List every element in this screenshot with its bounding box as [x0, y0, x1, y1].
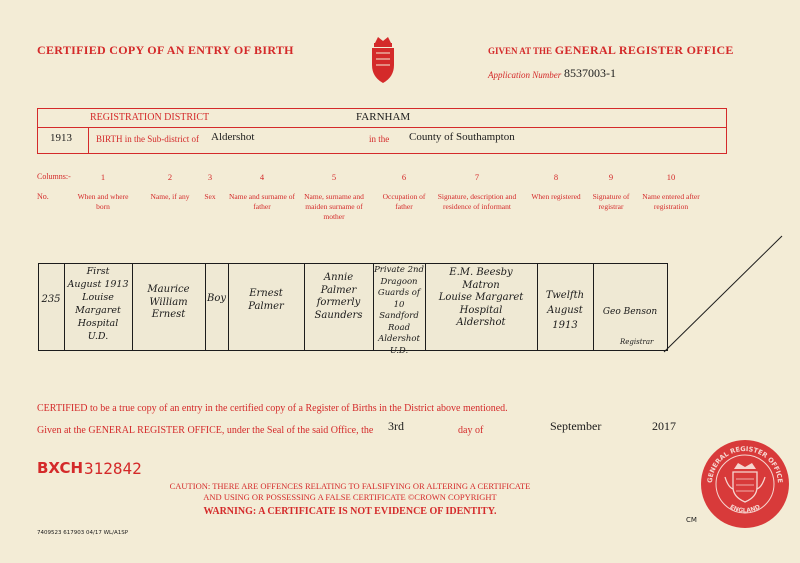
entry-registrar: Geo Benson — [602, 307, 658, 317]
certification-statement: CERTIFIED to be a true copy of an entry in the certified copy of a Register of Births in the District above mentioned. — [37, 403, 508, 414]
column-number: 7 — [474, 172, 480, 182]
in-the-label: in the — [369, 134, 390, 144]
warning-text: WARNING: A CERTIFICATE IS NOT EVIDENCE OF IDENTITY. — [203, 506, 497, 517]
print-code: 7409523 617903 04/17 WL/A1SP — [37, 530, 129, 536]
seal-bottom-text: ENGLAND — [728, 503, 762, 515]
entry-sex: Boy — [206, 293, 227, 304]
registration-district-label: REGISTRATION DISTRICT — [90, 112, 210, 123]
columns-label: Columns:- — [37, 172, 71, 181]
entry-mother: Annie Palmer formerly Saunders — [314, 272, 363, 321]
column-number: 8 — [553, 172, 559, 182]
entry-number: 235 — [41, 294, 61, 305]
entry-occupation: Private 2nd Dragoon Guards of 10 Sandford Road Aldershot U.D. — [374, 265, 424, 356]
column-number: 10 — [666, 172, 676, 182]
column-heading: Signature, description and residence of informant — [437, 192, 517, 211]
column-heading: Name and surname of father — [228, 192, 296, 211]
column-number: 5 — [331, 172, 337, 182]
no-label: No. — [37, 192, 49, 201]
column-heading: Name, if any — [150, 192, 190, 201]
certification-given-at: Given at the GENERAL REGISTER OFFICE, under the Seal of the said Office, the — [37, 425, 374, 436]
entry-when-registered: Twelfth August 1913 — [545, 290, 585, 331]
certification-month: September — [550, 419, 602, 433]
column-number: 9 — [608, 172, 614, 182]
registration-district: FARNHAM — [356, 111, 411, 123]
entry-registrar-title: Registrar — [620, 338, 654, 346]
initials: CM — [686, 516, 697, 524]
application-number-label: Application Number — [488, 70, 562, 80]
application-number: 8537003-1 — [564, 66, 616, 80]
entry-when-where-born: First August 1913 Louise Margaret Hospital U.D. — [67, 266, 129, 342]
entry-father: Ernest Palmer — [248, 288, 284, 312]
column-number: 2 — [167, 172, 173, 182]
subdistrict-label: BIRTH in the Sub-district of — [96, 134, 199, 144]
caution-line-1: CAUTION: THERE ARE OFFENCES RELATING TO FALSIFYING OR ALTERING A CERTIFICATE — [169, 481, 531, 491]
seal-top-text: GENERAL REGISTER OFFICE — [705, 444, 785, 484]
caution-line-2: AND USING OR POSSESSING A FALSE CERTIFICATE ©CROWN COPYRIGHT — [203, 492, 497, 502]
given-at-office: GENERAL REGISTER OFFICE — [554, 43, 734, 57]
registration-year: 1913 — [50, 132, 72, 144]
certification-day-of: day of — [458, 425, 484, 436]
certification-year: 2017 — [652, 419, 676, 433]
county: County of Southampton — [409, 131, 515, 143]
royal-crest-icon — [366, 35, 400, 87]
column-number: 3 — [207, 172, 213, 182]
certification-day: 3rd — [388, 419, 404, 433]
subdistrict: Aldershot — [211, 131, 255, 143]
serial-number: 312842 — [84, 459, 142, 478]
serial-prefix: BXCH — [37, 459, 84, 477]
entry-informant: E.M. Beesby Matron Louise Margaret Hospital Aldershot — [438, 267, 524, 328]
column-number: 6 — [401, 172, 407, 182]
general-register-office-seal — [700, 439, 790, 529]
column-number: 1 — [100, 172, 106, 182]
column-heading: Signature of registrar — [592, 192, 630, 211]
column-heading: When and where born — [77, 192, 129, 211]
column-heading: Name, surname and maiden surname of mother — [304, 192, 364, 221]
entry-name: Maurice William Ernest — [147, 284, 190, 320]
cancellation-line — [660, 232, 786, 356]
certificate-title: CERTIFIED COPY OF AN ENTRY OF BIRTH — [37, 43, 294, 57]
column-heading: When registered — [531, 192, 581, 201]
given-at-prefix: GIVEN AT THE — [488, 46, 553, 56]
column-heading: Sex — [204, 192, 216, 201]
column-heading: Name entered after registration — [642, 192, 700, 211]
column-number: 4 — [259, 172, 265, 182]
column-heading: Occupation of father — [382, 192, 426, 211]
